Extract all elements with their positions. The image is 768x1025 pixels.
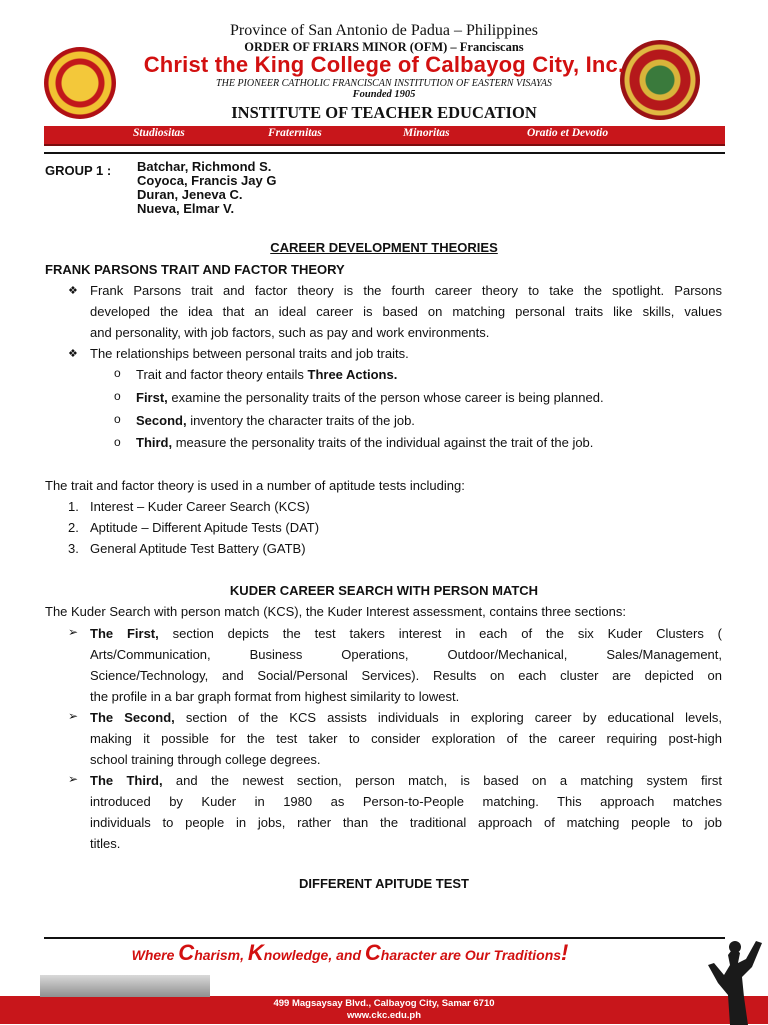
sub-item: First, examine the personality traits of the person whose career is being planned.	[136, 390, 604, 405]
paragraph-line: introduced by Kuder in 1980 as Person-to-People matching. This approach matches	[90, 794, 722, 809]
paragraph-line: The Second, section of the KCS assists individuals in exploring career by educational levels,	[90, 710, 722, 725]
footer-divider	[44, 937, 725, 939]
footer-tagline: Where Charism, Knowledge, and Character are Our Traditions!	[131, 940, 569, 965]
paragraph-line: The First, section depicts the test takers interest in each of the six Kuder Clusters (	[90, 626, 723, 641]
list-item: Interest – Kuder Career Search (KCS)	[90, 499, 310, 514]
province-line: Province of San Antonio de Padua – Philippines	[230, 22, 538, 39]
paragraph-line: and personality, with job factors, such as pay and work environments.	[90, 325, 490, 340]
member-name: Duran, Jeneva C.	[137, 187, 243, 202]
sub-item: Trait and factor theory entails Three Actions.	[136, 367, 398, 382]
order-line: ORDER OF FRIARS MINOR (OFM) – Franciscans	[244, 40, 524, 54]
list-number: 1.	[68, 499, 79, 514]
footer-website: www.ckc.edu.ph	[346, 1010, 422, 1021]
section-heading-parsons: FRANK PARSONS TRAIT AND FACTOR THEORY	[45, 262, 345, 277]
list-number: 2.	[68, 520, 79, 535]
footer-address: 499 Magsaysay Blvd., Calbayog City, Samar 6710	[273, 998, 495, 1009]
member-name: Batchar, Richmond S.	[137, 159, 272, 174]
motto-item: Fraternitas	[268, 127, 322, 139]
sub-item: Second, inventory the character traits of the job.	[136, 413, 415, 428]
motto-item: Oratio et Devotio	[527, 127, 609, 139]
founded-line: Founded 1905	[352, 89, 416, 100]
paragraph-line: The Third, and the newest section, person match, is based on a matching system first	[90, 773, 722, 788]
aptitude-intro: The trait and factor theory is used in a number of aptitude tests including:	[45, 478, 465, 493]
arrow-bullet-icon: ➢	[68, 772, 79, 786]
campus-building-image	[40, 975, 210, 997]
paragraph-line: making it possible for the test taker to consider exploration of the career requiring post-high	[90, 731, 722, 746]
circle-bullet-icon: o	[114, 366, 121, 380]
paragraph-line: school training through college degrees.	[90, 752, 321, 767]
arrow-bullet-icon: ➢	[68, 625, 79, 639]
arrow-bullet-icon: ➢	[68, 709, 79, 723]
sub-item: Third, measure the personality traits of the individual against the trait of the job.	[136, 435, 594, 450]
motto-item: Minoritas	[403, 127, 450, 139]
paragraph-line: Arts/Communication, Business Operations, Outdoor/Mechanical, Sales/Management,	[90, 647, 722, 662]
section-heading-kuder: KUDER CAREER SEARCH WITH PERSON MATCH	[229, 583, 539, 598]
diamond-bullet-icon: ❖	[68, 285, 78, 297]
paragraph-line: The relationships between personal traits and job traits.	[90, 346, 409, 361]
paragraph-line: developed the idea that an ideal career is based on matching personal traits like skills, values	[90, 304, 722, 319]
institute-title: INSTITUTE OF TEACHER EDUCATION	[231, 103, 537, 122]
paragraph-line: individuals to people in jobs, rather than the traditional approach of matching people to job	[90, 815, 722, 830]
paragraph-line: Science/Technology, and Social/Personal Services). Results on each cluster are depicted on	[90, 668, 722, 683]
member-name: Nueva, Elmar V.	[137, 201, 235, 216]
diamond-bullet-icon: ❖	[68, 348, 78, 360]
list-item: General Aptitude Test Battery (GATB)	[90, 541, 306, 556]
circle-bullet-icon: o	[114, 389, 121, 403]
paragraph-line: Frank Parsons trait and factor theory is the fourth career theory to take the spotlight. Parsons	[90, 283, 722, 298]
section-heading-dat: DIFFERENT APITUDE TEST	[299, 876, 469, 891]
list-item: Aptitude – Different Apitude Tests (DAT)	[90, 520, 320, 535]
paragraph-line: titles.	[90, 836, 121, 851]
paragraph-line: the profile in a bar graph format from highest similarity to lowest.	[90, 689, 460, 704]
member-list	[137, 160, 276, 216]
college-name: Christ the King College of Calbayog City, Inc.	[143, 52, 625, 77]
circle-bullet-icon: o	[114, 412, 121, 426]
document-title: CAREER DEVELOPMENT THEORIES	[270, 240, 498, 255]
header-divider	[44, 152, 725, 154]
circle-bullet-icon: o	[114, 435, 121, 449]
motto-bar	[44, 126, 725, 146]
statue-icon	[700, 935, 768, 1025]
kuder-intro: The Kuder Search with person match (KCS), the Kuder Interest assessment, contains three sections:	[45, 604, 626, 619]
list-number: 3.	[68, 541, 79, 556]
motto-item: Studiositas	[133, 127, 185, 139]
group-label: GROUP 1 :	[45, 163, 112, 178]
member-name: Coyoca, Francis Jay G	[137, 173, 277, 188]
pioneer-line: THE PIONEER CATHOLIC FRANCISCAN INSTITUTION OF EASTERN VISAYAS	[216, 78, 552, 89]
